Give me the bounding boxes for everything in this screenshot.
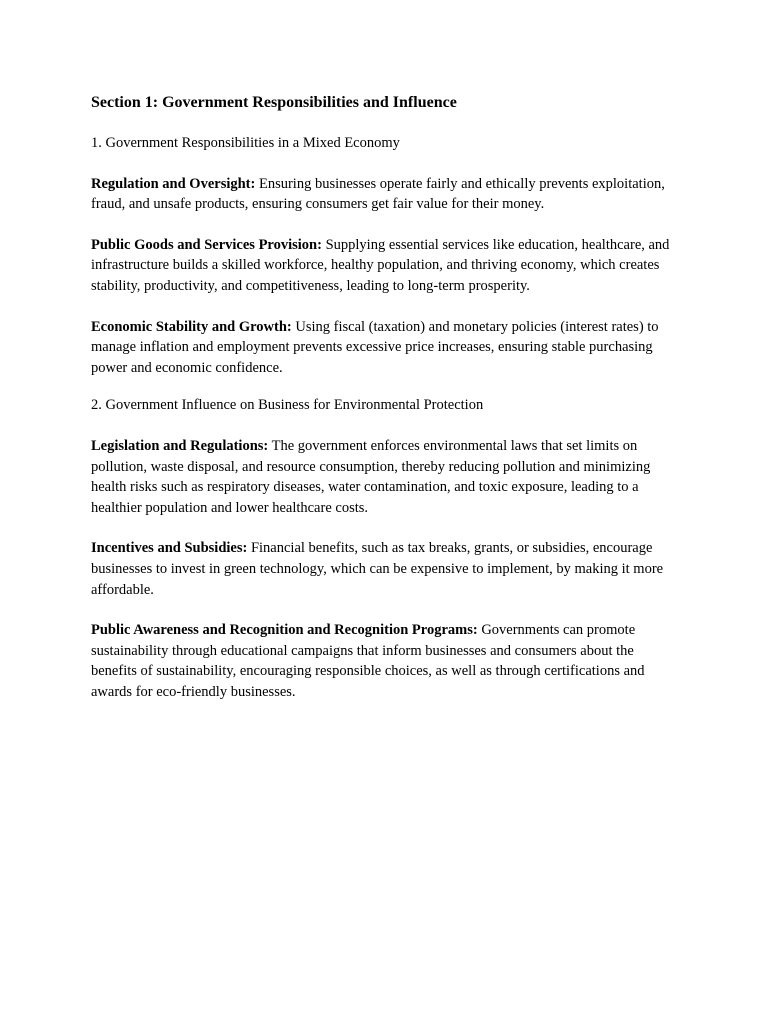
paragraph-public-goods	[91, 235, 681, 297]
paragraph-term: Public Awareness and Recognition and Recognition Programs:	[91, 622, 478, 639]
document-page	[91, 92, 681, 702]
paragraph-text: Financial benefits, such as tax breaks, grants, or subsidies, encourage businesses to invest in green technology, which can be expensive to implement, by making it more affordable.	[91, 540, 664, 598]
section-heading-1: 1. Government Responsibilities in a Mixed Economy	[91, 135, 400, 151]
paragraph-text: Using fiscal (taxation) and monetary policies (interest rates) to manage inflation and employment prevents excessive price increases, ensuring stable purchasing power and economic confidence.	[91, 318, 659, 376]
page-title: Section 1: Government Responsibilities and Influence	[91, 94, 457, 111]
paragraph-legislation	[91, 436, 681, 518]
paragraph-term: Public Goods and Services Provision:	[91, 236, 322, 253]
paragraph-regulation-oversight	[91, 174, 681, 215]
paragraph-economic-stability	[91, 317, 681, 379]
paragraph-term: Regulation and Oversight:	[91, 175, 256, 192]
paragraph-text: Governments can promote sustainability through educational campaigns that inform businesses and consumers about the benefits of sustainability, encouraging responsible choices, as well as through certifications and awards for eco-friendly businesses.	[91, 622, 645, 700]
paragraph-text: The government enforces environmental laws that set limits on pollution, waste disposal, and resource consumption, thereby reducing pollution and minimizing health risks such as respiratory diseases, water contamination, and toxic exposure, leading to a healthier population and lower healthcare costs.	[91, 437, 651, 516]
section-heading-2: 2. Government Influence on Business for Environmental Protection	[91, 397, 484, 414]
paragraph-term: Incentives and Subsidies:	[91, 540, 248, 557]
paragraph-text: Ensuring businesses operate fairly and ethically prevents exploitation, fraud, and unsafe products, ensuring consumers get fair value for their money.	[91, 175, 665, 213]
paragraph-term: Economic Stability and Growth:	[91, 318, 292, 335]
paragraph-public-awareness	[91, 620, 681, 702]
paragraph-text: Supplying essential services like education, healthcare, and infrastructure builds a skilled workforce, healthy population, and thriving economy, which creates stability, productivity, and competitiveness, leading to long-term prosperity.	[91, 236, 670, 294]
paragraph-incentives	[91, 538, 681, 600]
paragraph-term: Legislation and Regulations:	[91, 437, 269, 454]
